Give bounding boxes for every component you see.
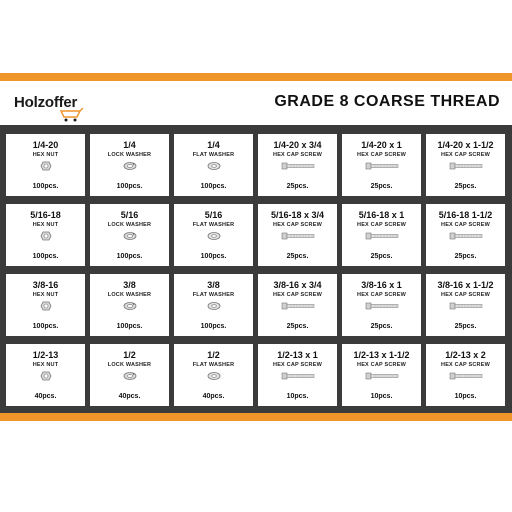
screw-icon	[449, 301, 483, 311]
bin-quantity: 25pcs.	[454, 253, 477, 260]
bin-quantity: 25pcs.	[286, 323, 309, 330]
bin-quantity: 40pcs.	[202, 393, 225, 400]
bin-quantity: 25pcs.	[370, 183, 393, 190]
bin-size-label: 3/8-16	[32, 280, 59, 290]
bin-quantity: 100pcs.	[116, 253, 143, 260]
bin-quantity: 25pcs.	[370, 323, 393, 330]
bin-type-label: HEX NUT	[32, 292, 59, 298]
bin-type-label: LOCK WASHER	[107, 222, 152, 228]
screw-icon	[281, 231, 315, 241]
bin-quantity: 100pcs.	[32, 183, 59, 190]
bin-type-label: HEX CAP SCREW	[357, 362, 406, 368]
bin-size-label: 3/8-16 x 3/4	[273, 280, 322, 290]
cart-icon	[60, 108, 84, 122]
screw-icon	[449, 371, 483, 381]
bin-type-label: HEX CAP SCREW	[441, 152, 490, 158]
bin-size-label: 1/2	[123, 350, 136, 360]
bin-size-label: 3/8-16 x 1-1/2	[437, 280, 494, 290]
bin-compartment-15[interactable]	[174, 274, 253, 336]
bin-compartment-20[interactable]	[90, 344, 169, 406]
bin-type-label: FLAT WASHER	[192, 222, 235, 228]
bin-quantity: 100pcs.	[116, 183, 143, 190]
bin-type-label: FLAT WASHER	[192, 362, 235, 368]
screw-icon	[365, 161, 399, 171]
bin-type-label: HEX CAP SCREW	[441, 362, 490, 368]
bin-quantity: 10pcs.	[286, 393, 309, 400]
bin-type-label: HEX NUT	[32, 362, 59, 368]
bin-size-label: 5/16-18 x 1	[358, 210, 405, 220]
bin-quantity: 100pcs.	[32, 323, 59, 330]
bin-compartment-21[interactable]	[174, 344, 253, 406]
brand-logo: Holzoffer	[14, 94, 78, 111]
flat-washer-icon	[207, 231, 221, 241]
bin-compartment-11[interactable]	[342, 204, 421, 266]
bin-type-label: FLAT WASHER	[192, 292, 235, 298]
bin-quantity: 25pcs.	[454, 183, 477, 190]
bin-size-label: 5/16-18 x 3/4	[270, 210, 325, 220]
bin-compartment-3[interactable]	[174, 134, 253, 196]
bin-size-label: 1/4	[207, 140, 220, 150]
bin-compartment-17[interactable]	[342, 274, 421, 336]
bin-compartment-12[interactable]	[426, 204, 505, 266]
bin-quantity: 10pcs.	[370, 393, 393, 400]
hex-nut-icon	[40, 231, 52, 241]
bin-compartment-23[interactable]	[342, 344, 421, 406]
bin-size-label: 1/2-13 x 1	[277, 350, 318, 360]
bin-size-label: 1/4-20 x 1	[361, 140, 402, 150]
hex-nut-icon	[40, 301, 52, 311]
screw-icon	[281, 371, 315, 381]
bin-compartment-13[interactable]	[6, 274, 85, 336]
bin-compartment-4[interactable]	[258, 134, 337, 196]
lock-washer-icon	[123, 231, 137, 241]
bin-compartment-9[interactable]	[174, 204, 253, 266]
bin-size-label: 1/4-20 x 3/4	[273, 140, 322, 150]
screw-icon	[365, 231, 399, 241]
bin-type-label: FLAT WASHER	[192, 152, 235, 158]
bin-quantity: 100pcs.	[200, 183, 227, 190]
bin-size-label: 3/8-16 x 1	[361, 280, 402, 290]
bin-type-label: HEX CAP SCREW	[441, 292, 490, 298]
bin-type-label: HEX NUT	[32, 222, 59, 228]
bin-type-label: LOCK WASHER	[107, 362, 152, 368]
hex-nut-icon	[40, 161, 52, 171]
flat-washer-icon	[207, 161, 221, 171]
bin-type-label: LOCK WASHER	[107, 292, 152, 298]
bin-compartment-1[interactable]	[6, 134, 85, 196]
bin-grid	[6, 134, 506, 410]
hex-nut-icon	[40, 371, 52, 381]
lock-washer-icon	[123, 371, 137, 381]
bin-type-label: LOCK WASHER	[107, 152, 152, 158]
bin-size-label: 1/4	[123, 140, 136, 150]
bin-type-label: HEX CAP SCREW	[273, 292, 322, 298]
bin-quantity: 25pcs.	[370, 253, 393, 260]
screw-icon	[449, 161, 483, 171]
assortment-panel	[0, 81, 512, 413]
bin-quantity: 25pcs.	[454, 323, 477, 330]
bin-quantity: 100pcs.	[116, 323, 143, 330]
bin-compartment-2[interactable]	[90, 134, 169, 196]
bin-type-label: HEX CAP SCREW	[357, 152, 406, 158]
bin-quantity: 25pcs.	[286, 183, 309, 190]
screw-icon	[281, 161, 315, 171]
bin-compartment-24[interactable]	[426, 344, 505, 406]
bin-compartment-8[interactable]	[90, 204, 169, 266]
bin-type-label: HEX CAP SCREW	[273, 362, 322, 368]
bin-compartment-5[interactable]	[342, 134, 421, 196]
bin-size-label: 1/2-13 x 1-1/2	[353, 350, 410, 360]
bin-size-label: 1/4-20	[32, 140, 59, 150]
bin-quantity: 100pcs.	[200, 253, 227, 260]
bin-quantity: 40pcs.	[34, 393, 57, 400]
bin-type-label: HEX CAP SCREW	[357, 292, 406, 298]
bin-quantity: 25pcs.	[286, 253, 309, 260]
bin-size-label: 5/16	[204, 210, 223, 220]
bin-type-label: HEX CAP SCREW	[273, 152, 322, 158]
lock-washer-icon	[123, 301, 137, 311]
bin-compartment-7[interactable]	[6, 204, 85, 266]
bin-type-label: HEX NUT	[32, 152, 59, 158]
bin-size-label: 3/8	[207, 280, 220, 290]
bin-quantity: 40pcs.	[118, 393, 141, 400]
bin-compartment-19[interactable]	[6, 344, 85, 406]
bin-type-label: HEX CAP SCREW	[273, 222, 322, 228]
bin-size-label: 3/8	[123, 280, 136, 290]
screw-icon	[365, 301, 399, 311]
bin-compartment-14[interactable]	[90, 274, 169, 336]
bin-compartment-10[interactable]	[258, 204, 337, 266]
bin-compartment-22[interactable]	[258, 344, 337, 406]
top-accent-bar	[0, 73, 512, 81]
bin-size-label: 1/4-20 x 1-1/2	[437, 140, 494, 150]
bin-type-label: HEX CAP SCREW	[357, 222, 406, 228]
bin-size-label: 1/2-13	[32, 350, 59, 360]
bin-size-label: 5/16-18	[30, 210, 61, 220]
bin-size-label: 1/2-13 x 2	[445, 350, 486, 360]
bin-compartment-18[interactable]	[426, 274, 505, 336]
bin-compartment-6[interactable]	[426, 134, 505, 196]
bin-size-label: 5/16-18 1-1/2	[438, 210, 493, 220]
screw-icon	[365, 371, 399, 381]
bottom-accent-bar	[0, 413, 512, 421]
flat-washer-icon	[207, 371, 221, 381]
page-title: GRADE 8 COARSE THREAD	[274, 93, 500, 110]
bin-quantity: 100pcs.	[32, 253, 59, 260]
bin-quantity: 10pcs.	[454, 393, 477, 400]
screw-icon	[449, 231, 483, 241]
panel-header	[0, 81, 512, 125]
bin-size-label: 1/2	[207, 350, 220, 360]
lock-washer-icon	[123, 161, 137, 171]
bin-quantity: 100pcs.	[200, 323, 227, 330]
flat-washer-icon	[207, 301, 221, 311]
screw-icon	[281, 301, 315, 311]
bin-compartment-16[interactable]	[258, 274, 337, 336]
bin-size-label: 5/16	[120, 210, 139, 220]
bin-type-label: HEX CAP SCREW	[441, 222, 490, 228]
